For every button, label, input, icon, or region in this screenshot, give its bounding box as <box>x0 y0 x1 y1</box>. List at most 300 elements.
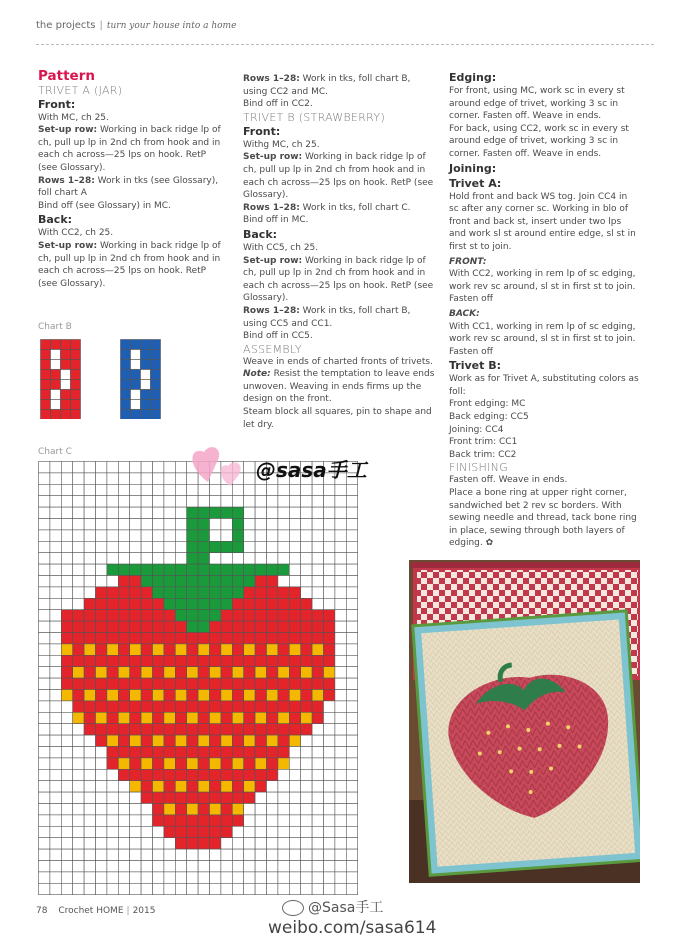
chart-b-cell <box>131 400 141 410</box>
chart-c-cell <box>289 621 300 632</box>
chart-c-cell <box>255 553 266 564</box>
chart-c-cell <box>210 883 221 894</box>
chart-b-cell <box>131 360 141 370</box>
chart-c-cell <box>141 462 152 473</box>
chart-c-cell <box>130 758 141 769</box>
chart-c-cell <box>210 587 221 598</box>
chart-c-cell <box>39 598 50 609</box>
chart-c-cell <box>107 701 118 712</box>
chart-c-cell <box>107 530 118 541</box>
chart-c-cell <box>198 633 209 644</box>
chart-c-cell <box>335 576 346 587</box>
chart-b-cell <box>131 390 141 400</box>
chart-c-cell <box>335 883 346 894</box>
chart-c-cell <box>335 496 346 507</box>
chart-c-cell <box>289 576 300 587</box>
chart-c-cell <box>335 815 346 826</box>
chart-c-cell <box>61 690 72 701</box>
chart-c-cell <box>232 815 243 826</box>
chart-c-cell <box>232 519 243 530</box>
chart-c-cell <box>50 872 61 883</box>
chart-c-cell <box>198 496 209 507</box>
chart-c-cell <box>187 553 198 564</box>
chart-c-cell <box>278 792 289 803</box>
chart-c-cell <box>198 883 209 894</box>
color-item: Front trim: CC1 <box>449 437 518 448</box>
chart-c-cell <box>221 587 232 598</box>
chart-c-cell <box>39 621 50 632</box>
chart-c-cell <box>346 769 357 780</box>
chart-c-cell <box>50 633 61 644</box>
chart-c-cell <box>346 541 357 552</box>
chart-c-cell <box>346 655 357 666</box>
chart-c-cell <box>84 644 95 655</box>
chart-c-cell <box>141 587 152 598</box>
chart-c-cell <box>107 644 118 655</box>
chart-c-cell <box>232 541 243 552</box>
chart-c-cell <box>278 758 289 769</box>
chart-c-cell <box>289 769 300 780</box>
chart-c-cell <box>175 735 186 746</box>
chart-c-cell <box>289 872 300 883</box>
chart-c-cell <box>164 473 175 484</box>
chart-c-cell <box>232 872 243 883</box>
chart-c-cell <box>96 587 107 598</box>
chart-c-cell <box>141 496 152 507</box>
chart-c-cell <box>39 883 50 894</box>
chart-c-cell <box>130 872 141 883</box>
chart-c-cell <box>346 792 357 803</box>
chart-c-cell <box>96 735 107 746</box>
chart-c-cell <box>118 587 129 598</box>
chart-c-cell <box>232 849 243 860</box>
chart-c-cell <box>210 496 221 507</box>
chart-c-cell <box>255 815 266 826</box>
chart-c-cell <box>301 792 312 803</box>
chart-c-cell <box>278 838 289 849</box>
chart-c-cell <box>96 530 107 541</box>
chart-c-cell <box>107 587 118 598</box>
chart-c-cell <box>267 655 278 666</box>
chart-c-cell <box>84 633 95 644</box>
chart-c-cell <box>130 462 141 473</box>
chart-c-cell <box>335 861 346 872</box>
chart-c-cell <box>130 519 141 530</box>
chart-b-cell <box>51 350 61 360</box>
chart-c-cell <box>73 621 84 632</box>
chart-c-cell <box>50 473 61 484</box>
chart-c-cell <box>187 872 198 883</box>
chart-c-cell <box>289 690 300 701</box>
chart-c-cell <box>221 849 232 860</box>
chart-b-cell <box>131 340 141 350</box>
chart-c-cell <box>84 804 95 815</box>
chart-c-cell <box>346 872 357 883</box>
chart-c-cell <box>232 758 243 769</box>
chart-c-cell <box>141 758 152 769</box>
chart-c-cell <box>232 781 243 792</box>
chart-c-cell <box>141 712 152 723</box>
chart-c-cell <box>84 815 95 826</box>
chart-c-cell <box>221 576 232 587</box>
front-heading: Front: <box>38 97 76 111</box>
chart-c-cell <box>244 587 255 598</box>
chart-c-cell <box>130 484 141 495</box>
chart-c-cell <box>267 633 278 644</box>
chart-c-cell <box>278 564 289 575</box>
chart-c-cell <box>335 633 346 644</box>
chart-c-cell <box>232 678 243 689</box>
chart-c-cell <box>175 838 186 849</box>
chart-c-cell <box>118 655 129 666</box>
instruction: Rows 1–28: Work in tks (see Glossary), foll chart A <box>38 175 219 199</box>
chart-c-cell <box>267 678 278 689</box>
chart-c-cell <box>50 781 61 792</box>
chart-c-cell <box>39 747 50 758</box>
chart-c-cell <box>50 496 61 507</box>
chart-c-cell <box>187 758 198 769</box>
chart-c-cell <box>153 644 164 655</box>
chart-c-cell <box>175 541 186 552</box>
chart-c-cell <box>175 473 186 484</box>
instruction: Set-up row: Working in back ridge lp of ch, pull up lp in 2nd ch from hook and in each ch across—25 lps on hook. RetP (see Glossary). <box>38 240 221 289</box>
chart-c-cell <box>244 655 255 666</box>
chart-c-cell <box>232 507 243 518</box>
chart-c-cell <box>175 462 186 473</box>
chart-c-cell <box>73 610 84 621</box>
chart-c-cell <box>255 826 266 837</box>
chart-c-cell <box>324 804 335 815</box>
chart-c-cell <box>107 564 118 575</box>
chart-c-cell <box>96 644 107 655</box>
chart-c-cell <box>335 610 346 621</box>
chart-c-cell <box>164 462 175 473</box>
chart-c-cell <box>118 838 129 849</box>
chart-c-cell <box>255 838 266 849</box>
chart-c-cell <box>175 701 186 712</box>
chart-c-cell <box>221 553 232 564</box>
chart-c-cell <box>335 712 346 723</box>
chart-c-cell <box>244 735 255 746</box>
chart-c-cell <box>118 541 129 552</box>
chart-c-cell <box>324 815 335 826</box>
chart-c-cell <box>130 496 141 507</box>
chart-c-cell <box>255 496 266 507</box>
chart-c-cell <box>73 883 84 894</box>
chart-c-cell <box>96 804 107 815</box>
chart-c-cell <box>84 872 95 883</box>
chart-c-cell <box>107 815 118 826</box>
chart-c-cell <box>73 838 84 849</box>
chart-c-cell <box>301 804 312 815</box>
chart-c-cell <box>73 541 84 552</box>
chart-c-cell <box>164 598 175 609</box>
chart-c-cell <box>107 576 118 587</box>
chart-c-cell <box>221 541 232 552</box>
chart-b-blue <box>120 339 162 419</box>
chart-c-cell <box>255 621 266 632</box>
chart-c-cell <box>153 564 164 575</box>
chart-c-cell <box>118 735 129 746</box>
chart-c-cell <box>130 644 141 655</box>
chart-b-cell <box>151 350 161 360</box>
trivet-b-title: TRIVET B (STRAWBERRY) <box>243 110 386 124</box>
chart-c-cell <box>164 496 175 507</box>
chart-c-cell <box>50 758 61 769</box>
chart-c-cell <box>73 769 84 780</box>
chart-c-cell <box>175 610 186 621</box>
chart-c-cell <box>289 655 300 666</box>
chart-c-cell <box>141 861 152 872</box>
chart-c-cell <box>130 701 141 712</box>
instruction: Set-up row: Working in back ridge lp of ch, pull up lp in 2nd ch from hook and in each ch across—25 lps on hook. RetP (see Glossary). <box>243 255 434 304</box>
chart-c-cell <box>210 838 221 849</box>
chart-c-cell <box>164 735 175 746</box>
chart-c-cell <box>130 735 141 746</box>
chart-c-cell <box>312 541 323 552</box>
chart-c-cell <box>346 610 357 621</box>
front-heading: Front: <box>243 124 281 138</box>
chart-c-cell <box>61 576 72 587</box>
chart-c-cell <box>232 792 243 803</box>
instruction: With CC2, working in rem lp of sc edging, work rev sc around, sl st in first st to join. Fasten off <box>449 269 636 305</box>
chart-c-cell <box>96 712 107 723</box>
chart-c-cell <box>346 690 357 701</box>
chart-c-cell <box>153 747 164 758</box>
chart-c-cell <box>232 747 243 758</box>
chart-c-cell <box>232 861 243 872</box>
chart-c-cell <box>278 781 289 792</box>
chart-c-cell <box>289 496 300 507</box>
chart-c-cell <box>198 587 209 598</box>
instruction: Work as for Trivet A, substituting colors as foll: <box>449 374 639 397</box>
chart-c-cell <box>312 655 323 666</box>
chart-c-cell <box>244 576 255 587</box>
joining-heading: Joining: <box>449 161 497 175</box>
chart-c-cell <box>153 610 164 621</box>
chart-c-cell <box>107 519 118 530</box>
chart-c-cell <box>39 826 50 837</box>
chart-c-cell <box>39 655 50 666</box>
chart-c-cell <box>187 815 198 826</box>
chart-c-cell <box>61 883 72 894</box>
chart-c-cell <box>96 883 107 894</box>
chart-c-cell <box>73 690 84 701</box>
chart-c-cell <box>198 849 209 860</box>
chart-c-cell <box>96 553 107 564</box>
chart-c-cell <box>335 804 346 815</box>
chart-b-cell <box>51 340 61 350</box>
chart-c-cell <box>73 644 84 655</box>
chart-c-cell <box>267 849 278 860</box>
chart-c-cell <box>244 553 255 564</box>
chart-c-cell <box>346 678 357 689</box>
chart-c-cell <box>187 712 198 723</box>
chart-c-cell <box>210 530 221 541</box>
chart-c-cell <box>301 530 312 541</box>
chart-c-cell <box>289 519 300 530</box>
chart-c-cell <box>232 826 243 837</box>
chart-c-cell <box>153 621 164 632</box>
chart-c-cell <box>335 553 346 564</box>
chart-c-cell <box>175 792 186 803</box>
chart-c-cell <box>96 849 107 860</box>
instruction: Rows 1–28: Work in tks, foll chart C. <box>243 202 411 213</box>
chart-c-cell <box>73 758 84 769</box>
chart-c-cell <box>61 587 72 598</box>
chart-c-cell <box>96 792 107 803</box>
chart-c-cell <box>164 849 175 860</box>
chart-c-cell <box>175 724 186 735</box>
chart-c-cell <box>267 781 278 792</box>
chart-c-cell <box>153 690 164 701</box>
chart-b-cell <box>61 360 71 370</box>
chart-c-cell <box>324 883 335 894</box>
chart-c-cell <box>335 849 346 860</box>
chart-c-cell <box>118 747 129 758</box>
chart-c-cell <box>61 792 72 803</box>
chart-c-cell <box>118 644 129 655</box>
chart-c-cell <box>255 712 266 723</box>
chart-c-cell <box>118 872 129 883</box>
issue-year: 2015 <box>132 906 156 916</box>
chart-c-cell <box>210 633 221 644</box>
chart-c-cell <box>324 553 335 564</box>
chart-c-cell <box>96 667 107 678</box>
chart-c-cell <box>141 541 152 552</box>
chart-c-cell <box>210 712 221 723</box>
chart-c-cell <box>73 484 84 495</box>
chart-c-cell <box>107 872 118 883</box>
chart-c-cell <box>107 758 118 769</box>
chart-c-cell <box>96 462 107 473</box>
chart-c-cell <box>84 655 95 666</box>
chart-b-cell <box>51 390 61 400</box>
color-item: Back trim: CC2 <box>449 449 517 460</box>
chart-c-cell <box>73 587 84 598</box>
chart-c-cell <box>153 849 164 860</box>
chart-c-cell <box>39 633 50 644</box>
chart-c-cell <box>130 473 141 484</box>
chart-c-cell <box>141 781 152 792</box>
chart-c-cell <box>84 781 95 792</box>
chart-c-cell <box>118 484 129 495</box>
chart-c-cell <box>244 633 255 644</box>
chart-c-cell <box>164 712 175 723</box>
note: Note: Resist the temptation to leave ends unwoven. Weaving in ends firms up the design on the front. <box>243 369 435 405</box>
chart-c-cell <box>187 621 198 632</box>
chart-c-cell <box>73 553 84 564</box>
chart-c-cell <box>50 792 61 803</box>
chart-c-cell <box>153 484 164 495</box>
chart-c-cell <box>301 769 312 780</box>
chart-c-cell <box>278 815 289 826</box>
chart-c-cell <box>130 633 141 644</box>
chart-c-cell <box>153 541 164 552</box>
chart-c-cell <box>107 883 118 894</box>
chart-c-cell <box>130 621 141 632</box>
chart-c-cell <box>175 564 186 575</box>
chart-c-cell <box>141 883 152 894</box>
chart-c-cell <box>312 564 323 575</box>
chart-c-cell <box>175 633 186 644</box>
chart-c-cell <box>210 667 221 678</box>
instruction: Set-up row: Working in back ridge lp of ch, pull up lp in 2nd ch from hook and in each ch across—25 lps on hook. RetP (see Glossary). <box>243 152 434 201</box>
chart-c-cell <box>232 667 243 678</box>
chart-c-cell <box>244 598 255 609</box>
chart-c-cell <box>244 838 255 849</box>
chart-c-cell <box>210 610 221 621</box>
chart-c-cell <box>221 804 232 815</box>
chart-c-cell <box>141 633 152 644</box>
chart-c-cell <box>141 576 152 587</box>
chart-c-cell <box>61 541 72 552</box>
chart-c-cell <box>301 576 312 587</box>
chart-c-cell <box>346 564 357 575</box>
page-footer <box>36 906 155 916</box>
chart-c-cell <box>96 838 107 849</box>
chart-c-cell <box>61 667 72 678</box>
chart-c-cell <box>84 462 95 473</box>
chart-c-cell <box>232 621 243 632</box>
chart-c-cell <box>118 815 129 826</box>
chart-c-cell <box>346 781 357 792</box>
chart-c-cell <box>346 519 357 530</box>
chart-c-cell <box>221 861 232 872</box>
chart-c-cell <box>312 849 323 860</box>
chart-c-cell <box>289 804 300 815</box>
chart-c-cell <box>73 496 84 507</box>
chart-c-cell <box>312 747 323 758</box>
chart-c-cell <box>84 667 95 678</box>
chart-c-cell <box>118 861 129 872</box>
chart-c-cell <box>84 690 95 701</box>
chart-c-cell <box>232 587 243 598</box>
chart-b-cell <box>71 400 81 410</box>
chart-c-cell <box>267 644 278 655</box>
chart-c-cell <box>244 769 255 780</box>
chart-c-cell <box>267 804 278 815</box>
chart-c-cell <box>61 484 72 495</box>
chart-c-cell <box>107 496 118 507</box>
chart-c-cell <box>141 792 152 803</box>
edging-heading: Edging: <box>449 71 497 84</box>
chart-c-cell <box>107 462 118 473</box>
chart-c-cell <box>255 507 266 518</box>
chart-c-cell <box>84 621 95 632</box>
chart-c-cell <box>96 484 107 495</box>
chart-c-cell <box>61 507 72 518</box>
chart-c-cell <box>198 815 209 826</box>
chart-c-cell <box>221 747 232 758</box>
chart-c-cell <box>175 553 186 564</box>
chart-c-cell <box>175 576 186 587</box>
chart-c-cell <box>301 678 312 689</box>
chart-c-cell <box>210 724 221 735</box>
chart-c-cell <box>278 747 289 758</box>
chart-c-cell <box>312 496 323 507</box>
chart-c-cell <box>346 747 357 758</box>
chart-c-cell <box>198 576 209 587</box>
chart-c-cell <box>130 849 141 860</box>
chart-b-cell <box>151 380 161 390</box>
chart-c-cell <box>335 564 346 575</box>
chart-c-cell <box>141 553 152 564</box>
chart-c-cell <box>278 610 289 621</box>
chart-c-cell <box>118 826 129 837</box>
chart-c-cell <box>50 541 61 552</box>
chart-c-cell <box>278 735 289 746</box>
